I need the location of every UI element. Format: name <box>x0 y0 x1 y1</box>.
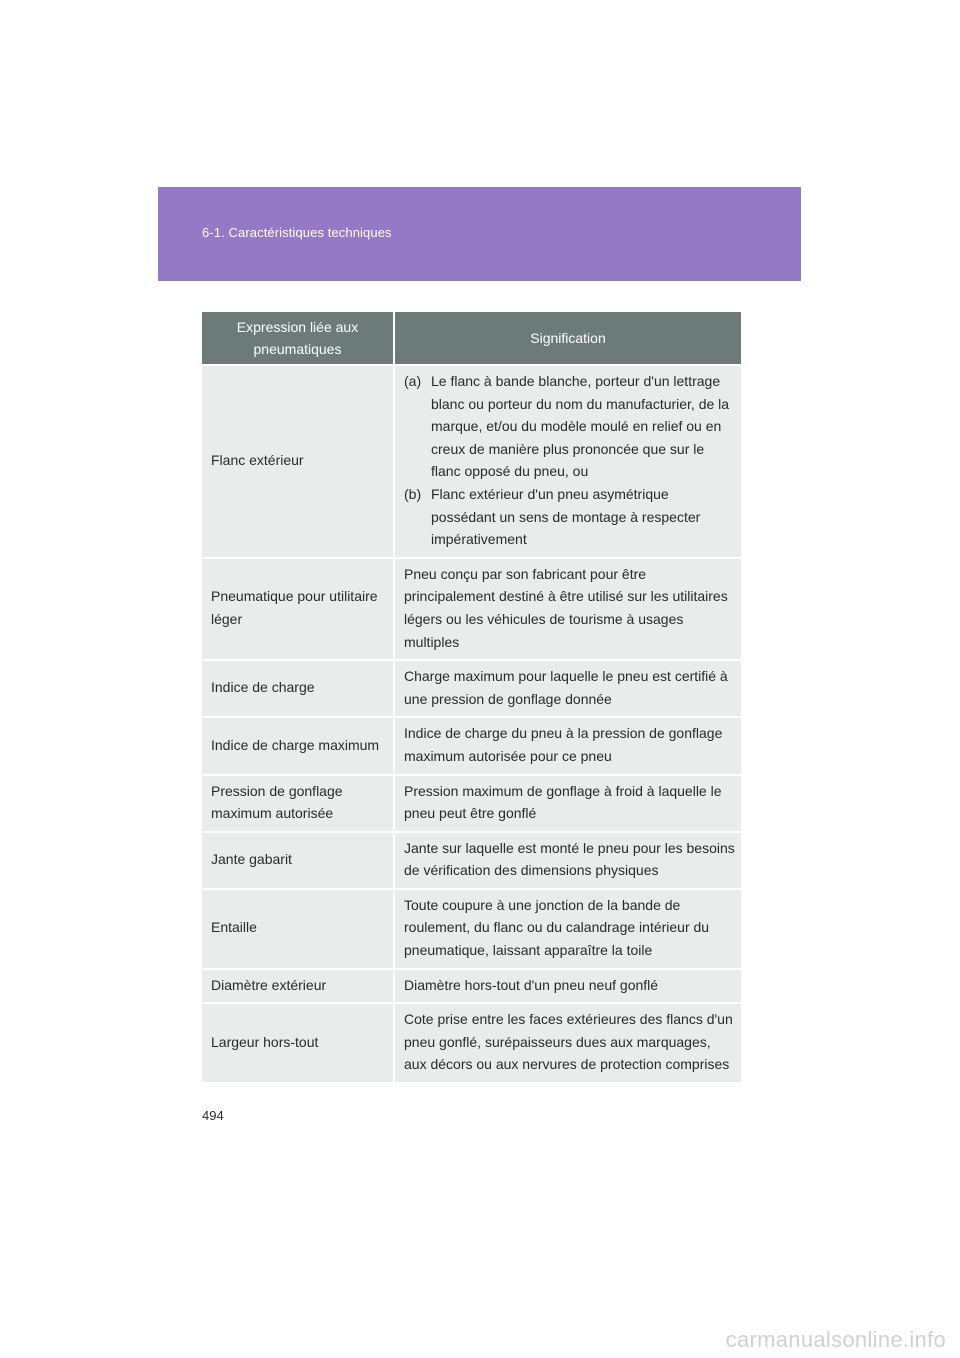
page-number: 494 <box>202 1108 224 1123</box>
watermark: carmanualsonline.info <box>725 1327 946 1352</box>
meaning-cell <box>394 365 741 558</box>
list-item <box>404 370 737 483</box>
column-header-term: Expression liée aux pneumatiques <box>202 312 394 365</box>
section-header-band <box>158 187 801 281</box>
table-row <box>202 775 741 832</box>
meaning-cell: Pneu conçu par son fabricant pour être principalement destiné à être utilisé sur les utilitaires légers ou les véhicules de tourisme à usages multiples <box>394 558 741 660</box>
term-cell: Indice de charge <box>202 660 394 717</box>
table-header-row <box>202 312 741 365</box>
list-marker: (b) <box>404 485 422 502</box>
meaning-cell: Indice de charge du pneu à la pression de gonflage maximum autorisée pour ce pneu <box>394 717 741 774</box>
term-cell: Jante gabarit <box>202 832 394 889</box>
meaning-cell: Jante sur laquelle est monté le pneu pour les besoins de vérification des dimensions physiques <box>394 832 741 889</box>
table-row <box>202 660 741 717</box>
column-header-meaning: Signification <box>394 312 741 365</box>
term-cell: Largeur hors-tout <box>202 1003 394 1082</box>
term-cell: Pression de gonflage maximum autorisée <box>202 775 394 832</box>
term-cell: Diamètre extérieur <box>202 969 394 1004</box>
table-row <box>202 365 741 558</box>
term-cell: Indice de charge maximum <box>202 717 394 774</box>
meaning-cell: Charge maximum pour laquelle le pneu est certifié à une pression de gonflage donnée <box>394 660 741 717</box>
table-row <box>202 832 741 889</box>
section-title: 6-1. Caractéristiques techniques <box>202 225 392 240</box>
list-text: Flanc extérieur d'un pneu asymétrique possédant un sens de montage à respecter impérativement <box>431 485 701 548</box>
tire-terms-table <box>202 312 741 1082</box>
tire-terms-table-wrap <box>202 312 741 1082</box>
table-row <box>202 969 741 1004</box>
table-row <box>202 1003 741 1082</box>
list-marker: (a) <box>404 373 422 389</box>
table-row <box>202 717 741 774</box>
meaning-cell: Toute coupure à une jonction de la bande de roulement, du flanc ou du calandrage intérieur du pneumatique, laissant apparaître la toile <box>394 889 741 969</box>
meaning-cell: Cote prise entre les faces extérieures des flancs d'un pneu gonflé, surépaisseurs dues aux marquages, aux décors ou aux nervures de protection comprises <box>394 1003 741 1082</box>
term-cell: Pneumatique pour utilitaire léger <box>202 558 394 660</box>
meaning-cell: Diamètre hors-tout d'un pneu neuf gonflé <box>394 969 741 1004</box>
term-cell: Flanc extérieur <box>202 365 394 558</box>
table-row <box>202 558 741 660</box>
table-row <box>202 889 741 969</box>
list-text: Le flanc à bande blanche, porteur d'un lettrage blanc ou porteur du nom du manufacturier, de la marque, et/ou du modèle moulé en relief ou en creux de manière plus prononcée que sur le flanc opposé du pneu, ou <box>431 373 730 480</box>
term-cell: Entaille <box>202 889 394 969</box>
meaning-cell: Pression maximum de gonflage à froid à laquelle le pneu peut être gonflé <box>394 775 741 832</box>
list-item <box>404 483 737 551</box>
